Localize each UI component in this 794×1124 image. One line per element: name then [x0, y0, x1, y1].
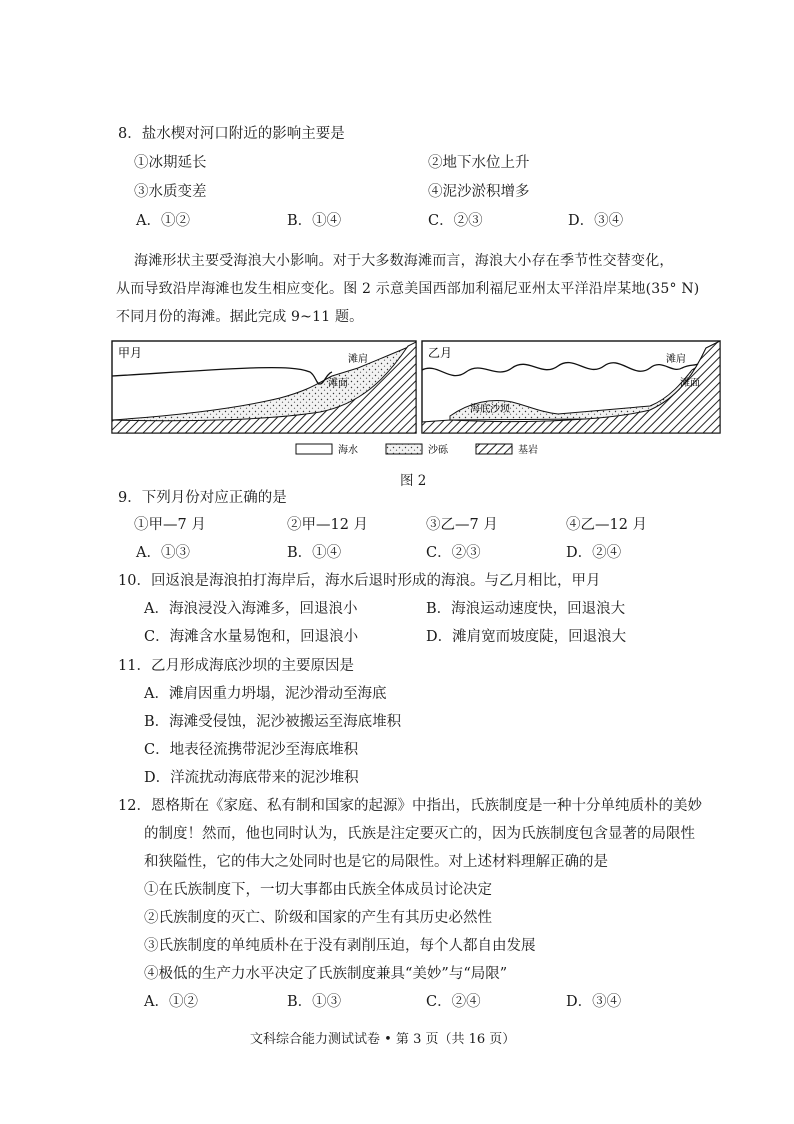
q8-item-4: ④泥沙淤积增多 — [428, 184, 530, 200]
q11-choice-b: B．海滩受侵蚀，泥沙被搬运至海底堆积 — [144, 714, 402, 730]
legend-rock: 基岩 — [518, 445, 538, 456]
q12-choice-a: A．①② — [144, 994, 198, 1010]
q9-choice-b: B．①④ — [287, 545, 342, 561]
q8-choice-d: D．③④ — [568, 213, 624, 229]
right-label-sandbar: 海底沙坝 — [470, 404, 510, 415]
q11-choice-d: D．洋流扰动海底带来的泥沙堆积 — [144, 770, 359, 786]
q8-choice-c: C．②③ — [428, 213, 483, 229]
passage-line-3: 不同月份的海滩。据此完成 9~11 题。 — [116, 309, 364, 325]
q9-choice-a: A．①③ — [136, 545, 190, 561]
q10-choice-a: A．海浪浸没入海滩多，回退浪小 — [144, 601, 358, 617]
q11-stem: 11．乙月形成海底沙坝的主要原因是 — [118, 658, 354, 674]
right-label-berm: 滩肩 — [666, 354, 686, 365]
passage-line-2: 从而导致沿岸海滩也发生相应变化。图 2 示意美国西部加利福尼亚州太平洋沿岸某地(35° N) — [116, 281, 700, 297]
q12-choice-c: C．②④ — [426, 994, 481, 1010]
q12-stem-line-2: 的制度！然而，他也同时认为，氏族是注定要灭亡的，因为氏族制度包含显著的局限性 — [144, 826, 695, 842]
q9-item-3: ③乙—7 月 — [426, 517, 498, 533]
left-label-berm: 滩肩 — [348, 354, 368, 365]
q10-stem: 10．回返浪是海浪拍打海岸后，海水后退时形成的海浪。与乙月相比，甲月 — [118, 573, 601, 589]
q11-choice-a: A．滩肩因重力坍塌，泥沙滑动至海底 — [144, 686, 387, 702]
beach-figure — [110, 338, 722, 464]
legend-swatch-sand — [386, 444, 422, 454]
q12-item-3: ③氏族制度的单纯质朴在于没有剥削压迫，每个人都自由发展 — [144, 938, 536, 954]
q12-stem-line-1: 12．恩格斯在《家庭、私有制和国家的起源》中指出，氏族制度是一种十分单纯质朴的美妙 — [118, 798, 702, 814]
q12-choice-d: D．③④ — [566, 994, 622, 1010]
q12-item-1: ①在氏族制度下，一切大事都由氏族全体成员讨论决定 — [144, 882, 492, 898]
q9-item-1: ①甲—7 月 — [134, 517, 206, 533]
panel-left-title: 甲月 — [118, 346, 143, 360]
figure-caption: 图 2 — [400, 473, 427, 489]
panel-right — [422, 341, 720, 433]
q8-choice-a: A．①② — [136, 213, 190, 229]
q12-item-4: ④极低的生产力水平决定了氏族制度兼具“美妙”与“局限” — [144, 966, 508, 982]
q11-choice-c: C．地表径流携带泥沙至海底堆积 — [144, 742, 359, 758]
panel-right-title: 乙月 — [428, 346, 453, 360]
q8-item-3: ③水质变差 — [134, 184, 207, 200]
left-label-face: 滩面 — [328, 378, 348, 389]
q10-choice-d: D．滩肩宽而坡度陡，回退浪大 — [426, 629, 627, 645]
q8-choice-b: B．①④ — [287, 213, 342, 229]
q9-choice-c: C．②③ — [426, 545, 481, 561]
legend-swatch-water — [296, 444, 332, 454]
page-footer: 文科综合能力测试试卷 • 第 3 页（共 16 页） — [250, 1032, 516, 1047]
passage-line-1: 海滩形状主要受海浪大小影响。对于大多数海滩而言，海浪大小存在季节性交替变化， — [134, 253, 674, 269]
right-label-face: 滩面 — [680, 378, 700, 389]
q10-choice-c: C．海滩含水量易饱和，回退浪小 — [144, 629, 359, 645]
q12-item-2: ②氏族制度的灭亡、阶级和国家的产生有其历史必然性 — [144, 910, 492, 926]
q10-choice-b: B．海浪运动速度快，回退浪大 — [426, 601, 626, 617]
figure-legend — [296, 443, 538, 456]
q9-item-2: ②甲—12 月 — [287, 517, 369, 533]
q12-choice-b: B．①③ — [287, 994, 342, 1010]
q9-choice-d: D．②④ — [566, 545, 622, 561]
panel-left — [112, 341, 416, 433]
q9-stem: 9．下列月份对应正确的是 — [118, 490, 287, 506]
q12-stem-line-3: 和狭隘性，它的伟大之处同时也是它的局限性。对上述材料理解正确的是 — [144, 854, 608, 870]
q8-stem: 8．盐水楔对河口附近的影响主要是 — [118, 126, 345, 142]
q8-item-2: ②地下水位上升 — [428, 155, 530, 171]
legend-water: 海水 — [338, 445, 358, 456]
legend-sand: 沙砾 — [428, 445, 448, 456]
q8-item-1: ①冰期延长 — [134, 155, 207, 171]
legend-swatch-rock — [476, 444, 512, 454]
q9-item-4: ④乙—12 月 — [566, 517, 648, 533]
